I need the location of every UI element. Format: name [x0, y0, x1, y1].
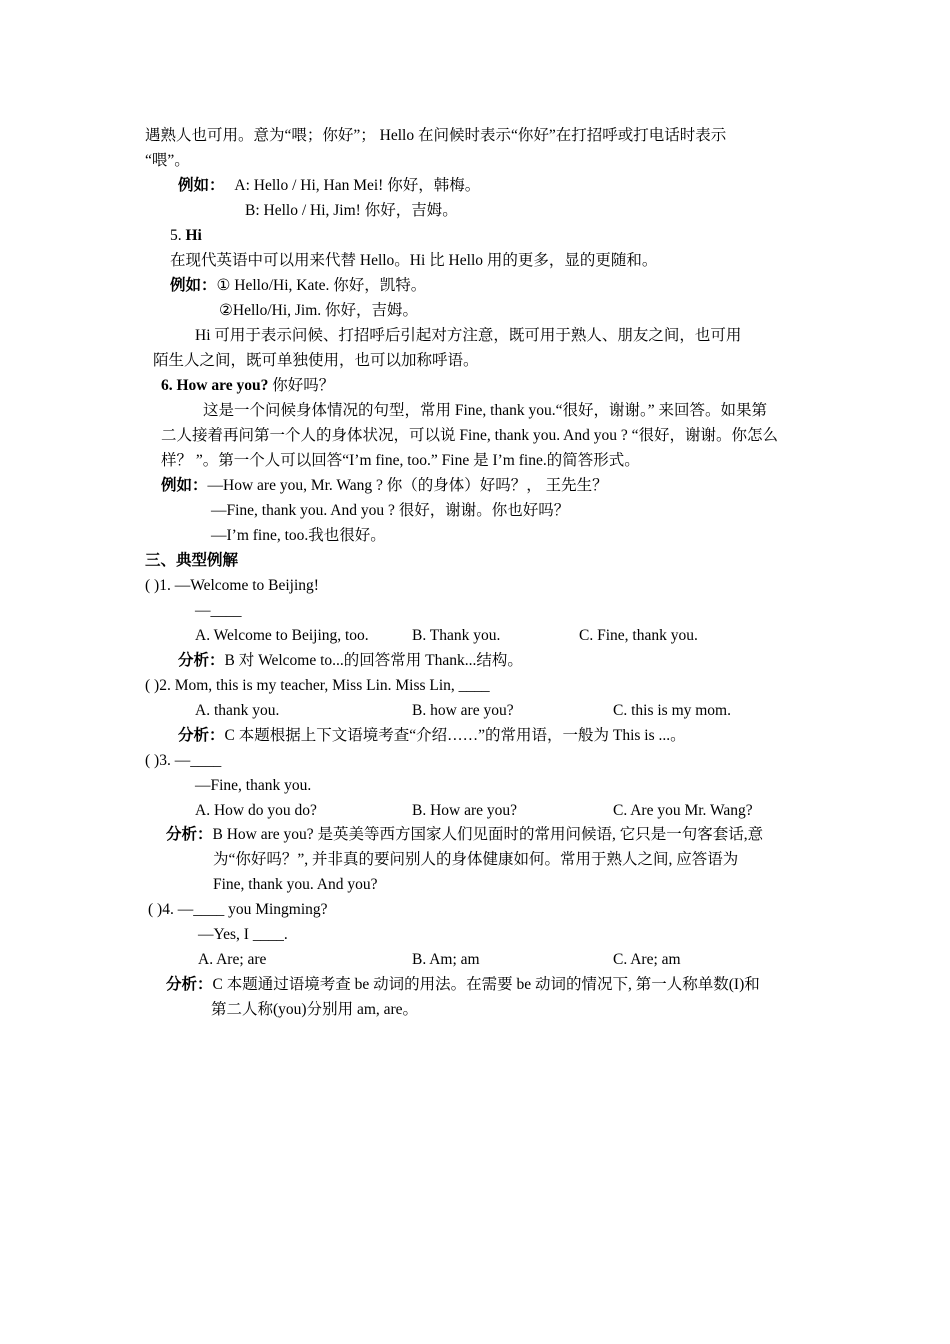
- how-example-2: —Fine, thank you. And you ? 很好，谢谢。你也好吗？: [211, 502, 570, 519]
- question-3-analysis-line-2: 为“你好吗？”, 并非真的要问别人的身体健康如何。常用于熟人之间, 应答语为: [213, 851, 739, 868]
- intro-line-1: 遇熟人也可用。意为“喂；你好”； Hello 在问候时表示“你好”在打招呼或打电话时表示: [145, 127, 727, 144]
- hi-example-2: ②Hello/Hi, Jim. 你好，吉姆。: [219, 302, 419, 319]
- analysis-label: 分析：: [178, 727, 225, 744]
- question-2-option-b: B. how are you?: [412, 702, 514, 719]
- question-1-blank: —____: [195, 602, 242, 619]
- question-4-stem: ( )4. —____ you Mingming?: [148, 901, 328, 918]
- intro-example-b: B: Hello / Hi, Jim! 你好，吉姆。: [245, 202, 458, 219]
- intro-line-2: “喂”。: [145, 152, 190, 169]
- question-2-option-a: A. thank you.: [195, 702, 280, 719]
- question-3-option-b: B. How are you?: [412, 802, 518, 819]
- question-4-analysis-line-1: [166, 975, 760, 995]
- how-example-3: —I’m fine, too.我也很好。: [211, 527, 386, 544]
- question-1-analysis-text: B 对 Welcome to...的回答常用 Thank...结构。: [224, 652, 523, 669]
- section-title: 三、典型例解: [145, 552, 239, 569]
- hi-heading-number: 5.: [170, 227, 182, 244]
- example-a: A: Hello / Hi, Han Mei! 你好，韩梅。: [234, 177, 481, 194]
- question-2-option-c: C. this is my mom.: [613, 702, 731, 719]
- question-3-stem: ( )3. —____: [145, 752, 222, 769]
- question-1-option-a: A. Welcome to Beijing, too.: [195, 627, 369, 644]
- analysis-label: 分析：: [166, 976, 213, 993]
- hi-heading: [170, 226, 202, 246]
- how-heading: [161, 376, 334, 396]
- intro-example-line-a: [178, 176, 480, 196]
- how-example-1: —How are you, Mr. Wang ? 你（的身体）好吗？， 王先生？: [207, 477, 608, 494]
- question-3-reply: —Fine, thank you.: [195, 777, 312, 794]
- question-3-analysis-text-1: B How are you? 是英美等西方国家人们见面时的常用问候语, 它只是一句客套话,意: [212, 826, 764, 843]
- question-3-analysis-line-1: [166, 825, 763, 845]
- hi-note-line-2: 陌生人之间，既可单独使用，也可以加称呼语。: [153, 352, 479, 369]
- question-4-analysis-line-2: 第二人称(you)分别用 am, are。: [211, 1001, 419, 1018]
- question-3-analysis-line-3: Fine, thank you. And you?: [213, 876, 378, 893]
- question-3-option-a: A. How do you do?: [195, 802, 317, 819]
- question-1-option-c: C. Fine, thank you.: [579, 627, 698, 644]
- how-paragraph-line-2: 二人接着再问第一个人的身体状况，可以说 Fine, thank you. And you ? “很好，谢谢。你怎么: [161, 427, 778, 444]
- hi-example-1-line: [170, 276, 426, 296]
- example-label: 例如：: [161, 477, 208, 494]
- how-heading-title: 6. How are you?: [161, 377, 269, 394]
- how-paragraph-line-3: 样？ ”。第一个人可以回答“I’m fine, too.” Fine 是 I’m fine.的简答形式。: [161, 452, 640, 469]
- how-heading-cn: 你好吗？: [268, 377, 335, 394]
- hi-heading-word: Hi: [185, 227, 202, 244]
- analysis-label: 分析：: [166, 826, 213, 843]
- question-1-stem: ( )1. —Welcome to Beijing!: [145, 577, 319, 594]
- how-paragraph-line-1: 这是一个问候身体情况的句型，常用 Fine, thank you.“很好，谢谢。” 来回答。如果第: [203, 402, 768, 419]
- question-2-stem: ( )2. Mom, this is my teacher, Miss Lin. Miss Lin, ____: [145, 677, 490, 694]
- how-example-1-line: [161, 476, 608, 496]
- question-3-option-c: C. Are you Mr. Wang?: [613, 802, 753, 819]
- question-2-analysis: [178, 726, 686, 746]
- question-4-option-c: C. Are; am: [613, 951, 681, 968]
- question-1-option-b: B. Thank you.: [412, 627, 501, 644]
- question-4-analysis-text-1: C 本题通过语境考查 be 动词的用法。在需要 be 动词的情况下, 第一人称单数(I)和: [212, 976, 760, 993]
- question-4-reply: —Yes, I ____.: [198, 926, 288, 943]
- hi-note-line-1: Hi 可用于表示问候、打招呼后引起对方注意，既可用于熟人、朋友之间，也可用: [195, 327, 742, 344]
- question-1-analysis: [178, 651, 523, 671]
- example-label: 例如：: [178, 177, 225, 194]
- analysis-label: 分析：: [178, 652, 225, 669]
- hi-example-1: ① Hello/Hi, Kate. 你好，凯特。: [216, 277, 427, 294]
- hi-description: 在现代英语中可以用来代替 Hello。Hi 比 Hello 用的更多，显的更随和。: [170, 252, 658, 269]
- question-4-option-a: A. Are; are: [198, 951, 267, 968]
- question-2-analysis-text: C 本题根据上下文语境考查“介绍……”的常用语，一般为 This is ...。: [224, 727, 686, 744]
- example-label: 例如：: [170, 277, 217, 294]
- question-4-option-b: B. Am; am: [412, 951, 480, 968]
